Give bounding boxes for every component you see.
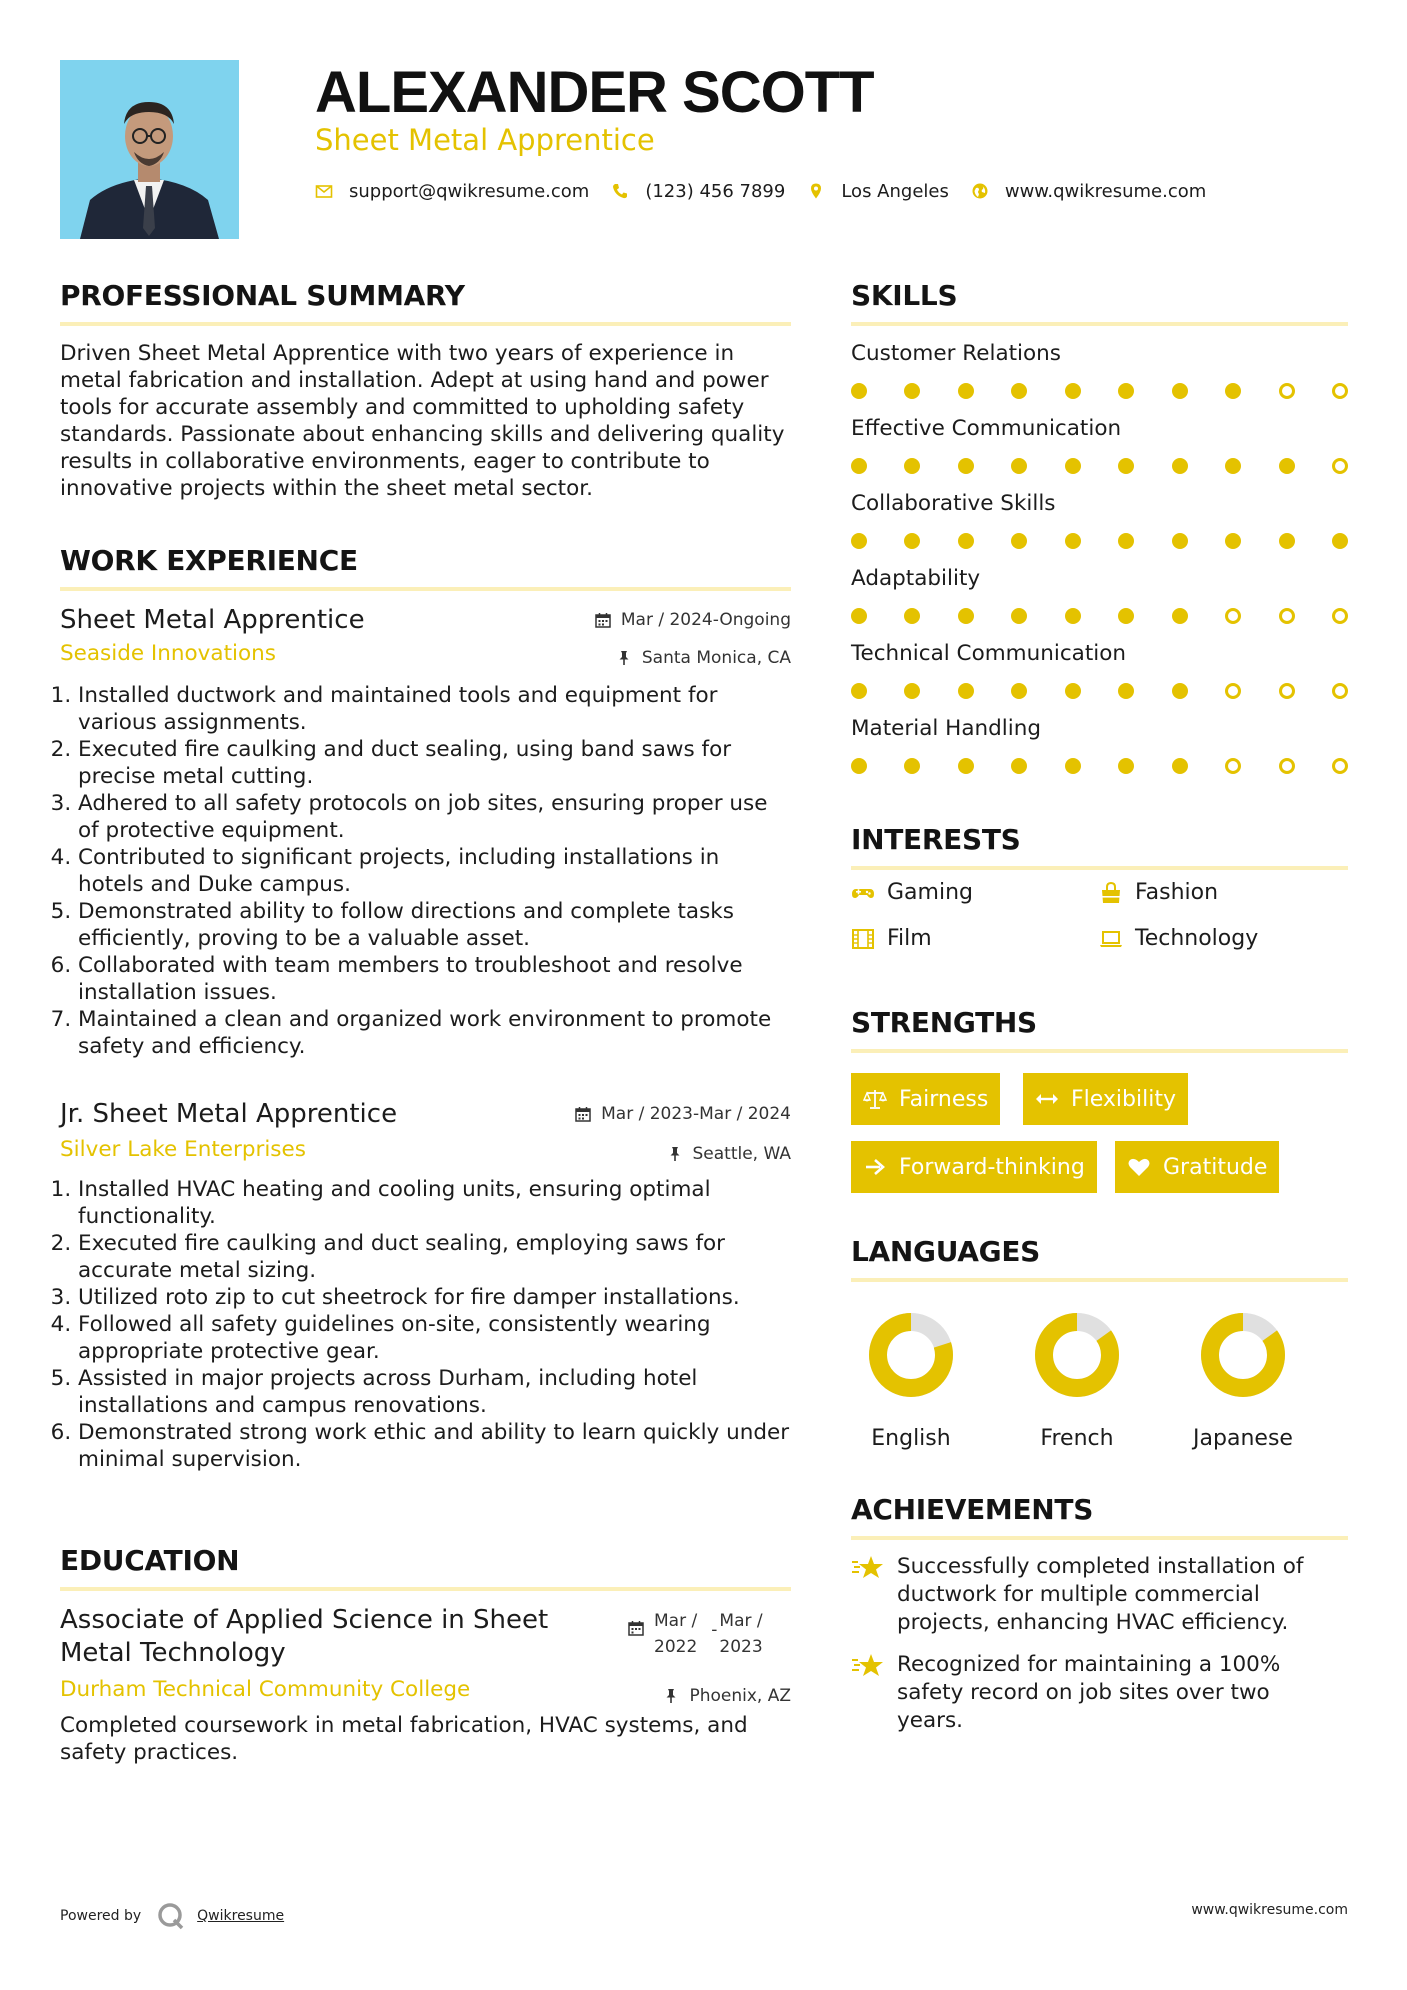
job-location bbox=[616, 648, 791, 668]
calendar-icon bbox=[595, 612, 611, 628]
scale-icon bbox=[863, 1087, 887, 1111]
rating-dot-filled bbox=[1011, 533, 1027, 549]
rating-dot-filled bbox=[1065, 608, 1081, 624]
star-burst-icon bbox=[851, 1651, 885, 1681]
job-dates bbox=[575, 1104, 791, 1124]
footer-website[interactable]: www.qwikresume.com bbox=[1191, 1902, 1348, 1918]
qwikresume-logo-icon bbox=[157, 1902, 185, 1930]
job-bullet: 3. Utilized roto zip to cut sheetrock for fire damper installations. bbox=[78, 1284, 791, 1311]
envelope-icon bbox=[315, 182, 333, 200]
rating-dot-filled bbox=[904, 758, 920, 774]
interest-label: Fashion bbox=[1135, 880, 1219, 905]
rating-dot-filled bbox=[958, 608, 974, 624]
rating-dot-filled bbox=[1065, 533, 1081, 549]
skill-rating bbox=[851, 605, 1348, 627]
achievement-text: Recognized for maintaining a 100% safety record on job sites over two years. bbox=[897, 1652, 1281, 1733]
contact-email-text[interactable]: support@qwikresume.com bbox=[349, 180, 590, 202]
job-bullet: 3. Adhered to all safety protocols on job sites, ensuring proper use of protective equipment. bbox=[78, 790, 791, 844]
film-icon bbox=[851, 927, 875, 951]
job-dates-text: Mar / 2024-Ongoing bbox=[620, 610, 791, 630]
skill-item bbox=[851, 415, 1348, 490]
interest-item bbox=[851, 880, 973, 905]
strengths-list bbox=[851, 1073, 1348, 1203]
rating-dot-filled bbox=[958, 683, 974, 699]
rating-dot-filled bbox=[1011, 608, 1027, 624]
job-bullet: 4. Contributed to significant projects, including installations in hotels and Duke campus. bbox=[78, 844, 791, 898]
arrow-right-icon bbox=[863, 1155, 887, 1179]
rating-dot-filled bbox=[1011, 758, 1027, 774]
footer-powered-by bbox=[60, 1902, 284, 1930]
rating-dot-empty bbox=[1279, 608, 1295, 624]
contact-website[interactable] bbox=[971, 181, 1206, 202]
rating-dot-empty bbox=[1225, 683, 1241, 699]
pin-icon bbox=[616, 650, 632, 666]
rating-dot-filled bbox=[1011, 683, 1027, 699]
rating-dot-filled bbox=[1065, 458, 1081, 474]
candidate-title: Sheet Metal Apprentice bbox=[315, 123, 655, 157]
strength-tag bbox=[1115, 1141, 1279, 1193]
education-location bbox=[663, 1686, 791, 1706]
skill-name: Material Handling bbox=[851, 716, 1042, 741]
skill-item bbox=[851, 565, 1348, 640]
calendar-icon bbox=[575, 1106, 591, 1122]
rating-dot-filled bbox=[958, 458, 974, 474]
laptop-icon bbox=[1099, 927, 1123, 951]
star-burst-icon bbox=[851, 1553, 885, 1583]
languages-list bbox=[851, 1310, 1348, 1450]
summary-text: Driven Sheet Metal Apprentice with two years of experience in metal fabrication and installation. Adept at using hand and power tools for accurate assembly and committed to upholding safety standards. Passionate about enhancing skills and delivering quality results in collaborative environments, eager to contribute to innovative projects within the sheet metal sector. bbox=[60, 341, 785, 501]
rating-dot-filled bbox=[1118, 533, 1134, 549]
edu-end-month: Mar / bbox=[719, 1611, 763, 1631]
brand-link[interactable]: Qwikresume bbox=[197, 1908, 285, 1924]
skill-rating bbox=[851, 755, 1348, 777]
rating-dot-filled bbox=[1172, 608, 1188, 624]
skill-rating bbox=[851, 455, 1348, 477]
job-bullets bbox=[60, 682, 791, 1060]
map-pin-icon bbox=[807, 182, 825, 200]
rating-dot-filled bbox=[1225, 533, 1241, 549]
school-name: Durham Technical Community College bbox=[60, 1677, 471, 1702]
rating-dot-filled bbox=[1118, 608, 1134, 624]
rating-dot-empty bbox=[1332, 683, 1348, 699]
skill-item bbox=[851, 715, 1348, 790]
rating-dot-empty bbox=[1279, 758, 1295, 774]
job-location bbox=[667, 1144, 792, 1164]
rating-dot-filled bbox=[1172, 458, 1188, 474]
job-bullet: 5. Assisted in major projects across Durham, including hotel installations and campus renovations. bbox=[78, 1365, 791, 1419]
education-dates bbox=[628, 1608, 763, 1660]
rating-dot-filled bbox=[1172, 383, 1188, 399]
contact-phone[interactable] bbox=[611, 181, 785, 202]
rating-dot-filled bbox=[1279, 533, 1295, 549]
achievement-item bbox=[851, 1651, 1327, 1735]
rating-dot-filled bbox=[1118, 683, 1134, 699]
job-location-text: Seattle, WA bbox=[692, 1144, 791, 1164]
achievement-text: Successfully completed installation of ductwork for multiple commercial projects, enhancing HVAC efficiency. bbox=[897, 1554, 1304, 1635]
person-portrait-icon bbox=[60, 60, 239, 239]
gamepad-icon bbox=[851, 881, 875, 905]
education-heading: EDUCATION bbox=[60, 1543, 791, 1591]
rating-dot-filled bbox=[851, 758, 867, 774]
language-item bbox=[851, 1310, 971, 1451]
summary-heading: PROFESSIONAL SUMMARY bbox=[60, 278, 791, 326]
rating-dot-empty bbox=[1332, 758, 1348, 774]
job-bullet: 5. Demonstrated ability to follow directions and complete tasks efficiently, proving to be a valuable asset. bbox=[78, 898, 791, 952]
job-bullets bbox=[60, 1176, 791, 1473]
job-bullet: 4. Followed all safety guidelines on-site, consistently wearing appropriate protective gear. bbox=[78, 1311, 791, 1365]
language-name: French bbox=[1040, 1426, 1114, 1451]
rating-dot-filled bbox=[958, 533, 974, 549]
rating-dot-filled bbox=[1172, 533, 1188, 549]
job-company: Seaside Innovations bbox=[60, 641, 276, 666]
language-name: English bbox=[871, 1426, 951, 1451]
contact-bar bbox=[315, 176, 1228, 206]
interests-heading: INTERESTS bbox=[851, 822, 1348, 870]
rating-dot-filled bbox=[958, 758, 974, 774]
job-location-text: Santa Monica, CA bbox=[641, 648, 791, 668]
skill-name: Effective Communication bbox=[851, 416, 1122, 441]
job-bullet: 6. Collaborated with team members to troubleshoot and resolve installation issues. bbox=[78, 952, 791, 1006]
job-bullet: 2. Executed fire caulking and duct sealing, employing saws for accurate metal sizing. bbox=[78, 1230, 791, 1284]
powered-by-label: Powered by bbox=[60, 1908, 142, 1924]
skill-item bbox=[851, 490, 1348, 565]
skill-rating bbox=[851, 380, 1348, 402]
rating-dot-filled bbox=[1225, 458, 1241, 474]
job-bullet: 6. Demonstrated strong work ethic and ability to learn quickly under minimal supervision. bbox=[78, 1419, 791, 1473]
skills-list bbox=[851, 340, 1348, 790]
rating-dot-filled bbox=[1225, 383, 1241, 399]
skill-name: Technical Communication bbox=[851, 641, 1127, 666]
pin-icon bbox=[667, 1146, 683, 1162]
strength-label: Gratitude bbox=[1163, 1154, 1268, 1180]
language-donut bbox=[1032, 1310, 1122, 1400]
candidate-name: ALEXANDER SCOTT bbox=[315, 60, 874, 125]
achievements-list bbox=[851, 1553, 1348, 1753]
skill-item bbox=[851, 640, 1348, 715]
strength-label: Flexibility bbox=[1071, 1086, 1176, 1112]
strength-tag bbox=[851, 1141, 1097, 1193]
rating-dot-empty bbox=[1279, 683, 1295, 699]
job-title: Jr. Sheet Metal Apprentice bbox=[60, 1099, 398, 1129]
shopping-bag-icon bbox=[1099, 881, 1123, 905]
rating-dot-filled bbox=[904, 608, 920, 624]
strengths-heading: STRENGTHS bbox=[851, 1005, 1348, 1053]
strength-tag bbox=[1023, 1073, 1188, 1125]
skill-item bbox=[851, 340, 1348, 415]
job-dates bbox=[595, 610, 791, 630]
job-bullet: 7. Maintained a clean and organized work environment to promote safety and efficiency. bbox=[78, 1006, 791, 1060]
rating-dot-filled bbox=[1118, 758, 1134, 774]
rating-dot-empty bbox=[1332, 383, 1348, 399]
interest-label: Film bbox=[887, 926, 932, 951]
contact-email[interactable] bbox=[315, 181, 589, 202]
edu-date-separator: - bbox=[711, 1620, 718, 1640]
interest-item bbox=[1099, 926, 1258, 951]
rating-dot-filled bbox=[1065, 383, 1081, 399]
rating-dot-filled bbox=[851, 533, 867, 549]
language-item bbox=[1017, 1310, 1137, 1451]
achievements-heading: ACHIEVEMENTS bbox=[851, 1492, 1348, 1540]
interest-label: Technology bbox=[1135, 926, 1259, 951]
strength-label: Forward-thinking bbox=[899, 1154, 1085, 1180]
skill-rating bbox=[851, 530, 1348, 552]
interests-list bbox=[851, 880, 1348, 980]
contact-website-text[interactable]: www.qwikresume.com bbox=[1004, 180, 1207, 202]
rating-dot-filled bbox=[1065, 683, 1081, 699]
job-company: Silver Lake Enterprises bbox=[60, 1137, 306, 1162]
pin-icon bbox=[663, 1688, 679, 1704]
rating-dot-filled bbox=[1011, 383, 1027, 399]
rating-dot-filled bbox=[851, 608, 867, 624]
rating-dot-filled bbox=[851, 683, 867, 699]
heart-icon bbox=[1127, 1155, 1151, 1179]
edu-start-year: 2022 bbox=[654, 1637, 698, 1657]
rating-dot-filled bbox=[904, 458, 920, 474]
strength-tag bbox=[851, 1073, 1000, 1125]
education-entry bbox=[60, 1604, 791, 1774]
rating-dot-filled bbox=[958, 383, 974, 399]
job-bullet: 1. Installed HVAC heating and cooling units, ensuring optimal functionality. bbox=[78, 1176, 791, 1230]
arrows-horizontal-icon bbox=[1035, 1087, 1059, 1111]
rating-dot-filled bbox=[851, 458, 867, 474]
rating-dot-filled bbox=[1172, 683, 1188, 699]
rating-dot-filled bbox=[1118, 458, 1134, 474]
education-description: Completed coursework in metal fabrication, HVAC systems, and safety practices. bbox=[60, 1713, 748, 1765]
rating-dot-filled bbox=[904, 533, 920, 549]
skill-rating bbox=[851, 680, 1348, 702]
rating-dot-filled bbox=[904, 383, 920, 399]
job-bullet: 1. Installed ductwork and maintained tools and equipment for various assignments. bbox=[78, 682, 791, 736]
skill-name: Collaborative Skills bbox=[851, 491, 1056, 516]
education-location-text: Phoenix, AZ bbox=[689, 1686, 791, 1706]
language-donut bbox=[866, 1310, 956, 1400]
rating-dot-filled bbox=[1011, 458, 1027, 474]
skills-heading: SKILLS bbox=[851, 278, 1348, 326]
rating-dot-filled bbox=[1332, 533, 1348, 549]
calendar-icon bbox=[628, 1620, 644, 1636]
profile-photo bbox=[60, 60, 239, 239]
rating-dot-filled bbox=[1118, 383, 1134, 399]
rating-dot-empty bbox=[1332, 608, 1348, 624]
contact-location-text: Los Angeles bbox=[841, 180, 949, 202]
interest-label: Gaming bbox=[887, 880, 973, 905]
contact-phone-text[interactable]: (123) 456 7899 bbox=[645, 180, 786, 202]
job-bullet: 2. Executed fire caulking and duct sealing, using band saws for precise metal cutting. bbox=[78, 736, 791, 790]
job-dates-text: Mar / 2023-Mar / 2024 bbox=[601, 1104, 791, 1124]
interest-item bbox=[1099, 880, 1218, 905]
skill-name: Customer Relations bbox=[851, 341, 1062, 366]
rating-dot-empty bbox=[1225, 608, 1241, 624]
rating-dot-filled bbox=[904, 683, 920, 699]
rating-dot-filled bbox=[1279, 458, 1295, 474]
edu-end-year: 2023 bbox=[719, 1637, 763, 1657]
rating-dot-filled bbox=[1172, 758, 1188, 774]
edu-start-month: Mar / bbox=[654, 1611, 698, 1631]
degree-title: Associate of Applied Science in Sheet Metal Technology bbox=[60, 1605, 549, 1668]
work-heading: WORK EXPERIENCE bbox=[60, 543, 791, 591]
rating-dot-filled bbox=[1065, 758, 1081, 774]
contact-location bbox=[807, 181, 949, 202]
language-donut bbox=[1198, 1310, 1288, 1400]
rating-dot-filled bbox=[851, 383, 867, 399]
rating-dot-empty bbox=[1332, 458, 1348, 474]
globe-icon bbox=[971, 182, 989, 200]
skill-name: Adaptability bbox=[851, 566, 981, 591]
job-entry bbox=[60, 1098, 791, 1488]
rating-dot-empty bbox=[1279, 383, 1295, 399]
interest-item bbox=[851, 926, 932, 951]
languages-heading: LANGUAGES bbox=[851, 1234, 1348, 1282]
job-title: Sheet Metal Apprentice bbox=[60, 605, 365, 635]
language-item bbox=[1183, 1310, 1303, 1451]
achievement-item bbox=[851, 1553, 1327, 1637]
rating-dot-empty bbox=[1225, 758, 1241, 774]
job-entry bbox=[60, 604, 791, 1074]
phone-icon bbox=[611, 182, 629, 200]
strength-label: Fairness bbox=[899, 1086, 989, 1112]
language-name: Japanese bbox=[1193, 1426, 1293, 1451]
